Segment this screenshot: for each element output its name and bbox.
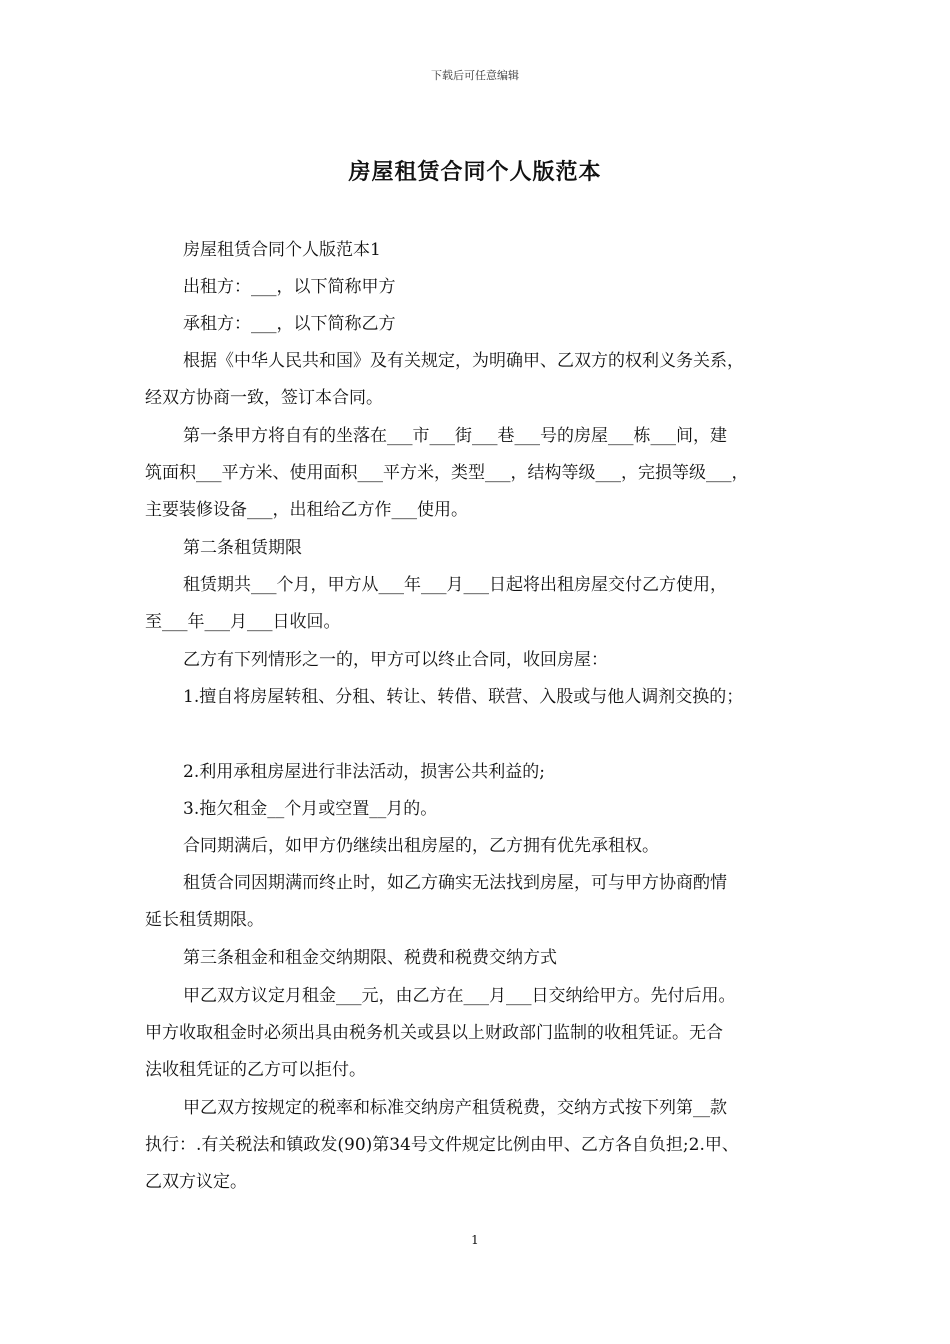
document-title: 房屋租赁合同个人版范本 — [348, 159, 602, 185]
paragraph-line: 法收租凭证的乙方可以拒付。 — [145, 1060, 366, 1080]
paragraph-line: 甲方收取租金时必须出具由税务机关或县以上财政部门监制的收租凭证。无合 — [145, 1023, 723, 1043]
paragraph-line: 合同期满后，如甲方仍继续出租房屋的，乙方拥有优先承租权。 — [183, 836, 659, 856]
paragraph-line: 主要装修设备___，出租给乙方作___使用。 — [145, 500, 468, 520]
page-number: 1 — [471, 1233, 479, 1247]
paragraph-line: 延长租赁期限。 — [145, 910, 264, 930]
paragraph-line: 筑面积___平方米、使用面积___平方米，类型___，结构等级___，完损等级___， — [145, 463, 749, 483]
paragraph-line: 执行：.有关税法和镇政发(90)第34号文件规定比例由甲、乙方各自负担;2.甲、 — [145, 1135, 739, 1155]
paragraph-line: 经双方协商一致，签订本合同。 — [145, 388, 383, 408]
paragraph-line: 甲乙双方按规定的税率和标准交纳房产租赁税费，交纳方式按下列第__款 — [183, 1098, 727, 1118]
header-note: 下载后可任意编辑 — [431, 69, 519, 82]
list-item: 3.拖欠租金__个月或空置__月的。 — [183, 799, 438, 819]
paragraph-line: 出租方：___，以下简称甲方 — [183, 277, 396, 297]
paragraph-line: 承租方：___，以下简称乙方 — [183, 314, 396, 334]
paragraph-line: 甲乙双方议定月租金___元，由乙方在___月___日交纳给甲方。先付后用。 — [183, 986, 736, 1006]
paragraph-line: 房屋租赁合同个人版范本1 — [183, 240, 381, 260]
section-heading: 第二条租赁期限 — [183, 538, 302, 558]
list-item: 1.擅自将房屋转租、分租、转让、转借、联营、入股或与他人调剂交换的； — [183, 687, 744, 707]
paragraph-line: 至___年___月___日收回。 — [145, 612, 341, 632]
paragraph-line: 租赁合同因期满而终止时，如乙方确实无法找到房屋，可与甲方协商酌情 — [183, 873, 727, 893]
paragraph-line: 乙双方议定。 — [145, 1172, 247, 1192]
list-item: 2.利用承租房屋进行非法活动，损害公共利益的; — [183, 762, 545, 782]
paragraph-line: 根据《中华人民共和国》及有关规定，为明确甲、乙双方的权利义务关系， — [183, 351, 744, 371]
paragraph-line: 租赁期共___个月，甲方从___年___月___日起将出租房屋交付乙方使用， — [183, 575, 727, 595]
section-heading: 第三条租金和租金交纳期限、税费和税费交纳方式 — [183, 948, 557, 968]
paragraph-line: 第一条甲方将自有的坐落在___市___街___巷___号的房屋___栋___间，建 — [183, 426, 727, 446]
paragraph-line: 乙方有下列情形之一的，甲方可以终止合同，收回房屋： — [183, 650, 608, 670]
